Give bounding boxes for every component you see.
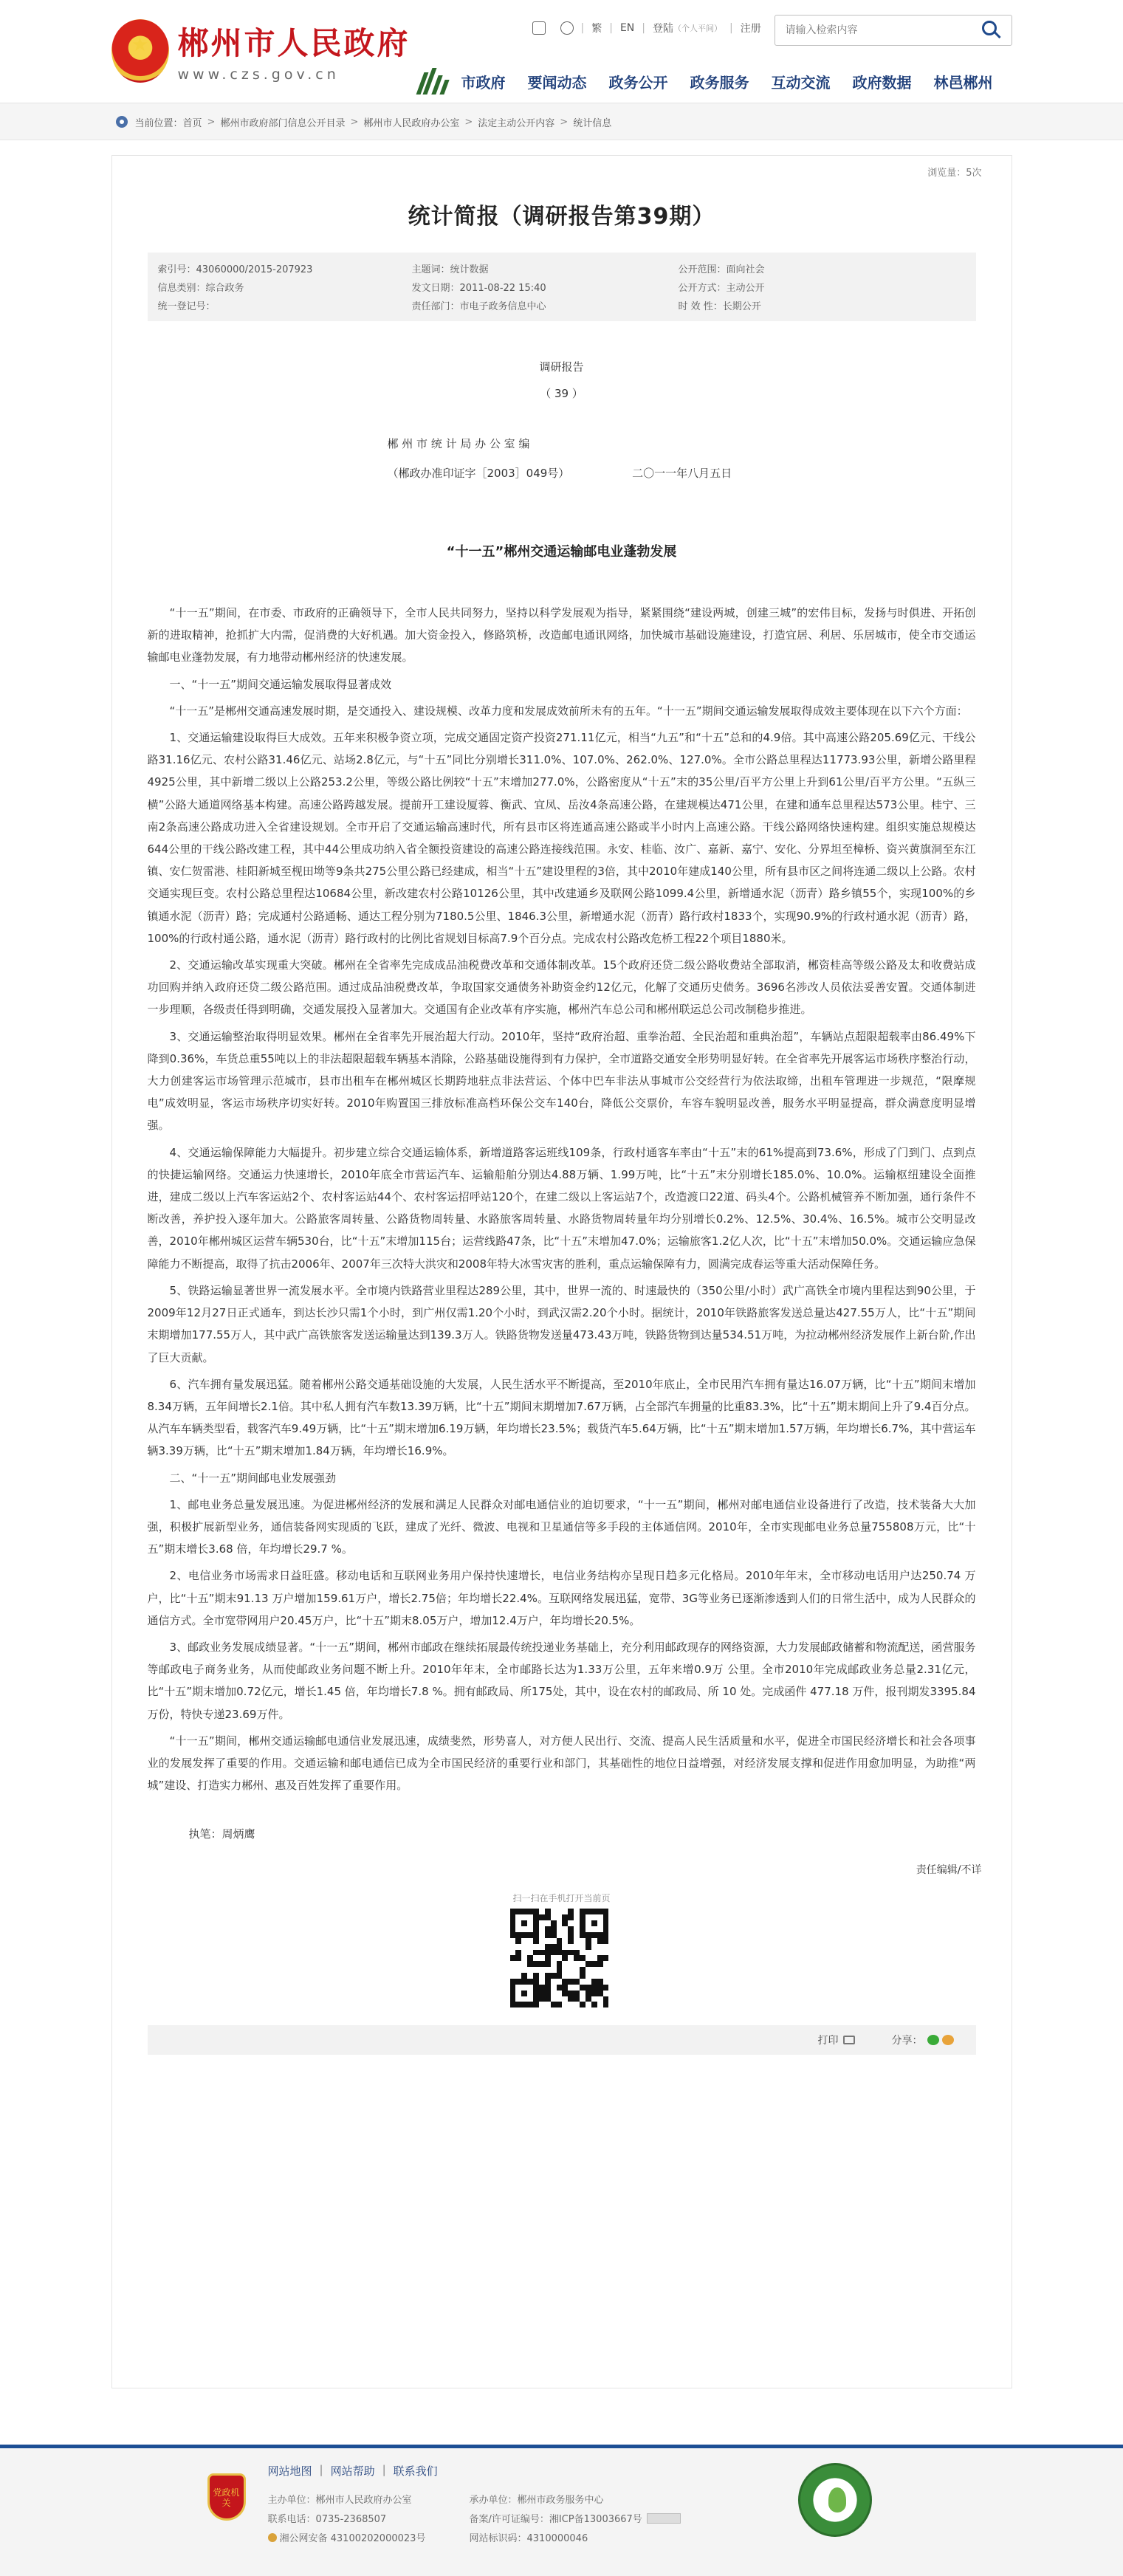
host-unit: 主办单位：郴州市人民政府办公室 — [267, 2495, 412, 2506]
police-record[interactable]: 湘公网安备 43100202000023号 — [279, 2533, 426, 2544]
search-box — [775, 15, 1012, 46]
site-logo[interactable] — [111, 19, 411, 83]
accessibility-icon[interactable] — [532, 21, 546, 35]
share-group — [892, 2033, 954, 2047]
printer-icon — [843, 2036, 855, 2044]
undertaker-unit: 承办单位：郴州市政务服务中心 — [469, 2495, 604, 2506]
breadcrumb-item[interactable]: 法定主动公开内容 — [478, 117, 555, 129]
breadcrumb-separator-icon: > — [350, 116, 359, 128]
breadcrumb-item[interactable]: 郴州市人民政府办公室 — [363, 117, 460, 129]
search-input[interactable] — [775, 24, 982, 36]
footer-links: 网站地图 | 网站帮助 | 联系我们 — [267, 2463, 438, 2478]
paragraph: “十一五”是郴州交通高速发展时期，是交通投入、建设规模、改革力度和发展成效前所未有的五年。“十一五”期间交通运输发展取得成效主要体现在以下六个方面： — [169, 704, 968, 718]
meta-validity: 时 效 性：长期公开 — [678, 301, 761, 312]
responsible-editor: 责任编辑/不详 — [916, 1864, 982, 1877]
site-url: www.czs.gov.cn — [177, 66, 340, 83]
traditional-chinese-link[interactable]: 繁 — [591, 23, 602, 35]
paragraph: “十一五”期间，郴州交通运输邮电通信业发展迅速，成绩斐然，形势喜人，对方便人民出行、交流、提高人民生活质量和水平，促进全市国民经济增长和社会各项事业的发展发挥了重要的作用。交通运输和邮电通信已成为全市国民经济的重要行业和部门，其基础性的地位日益增强，对经济发展支撑和促进作用愈加明显，为助推“两城”建设、打造实力郴州、惠及百姓发挥了重要作用。 — [147, 1734, 976, 1793]
breadcrumb-separator-icon: > — [560, 116, 569, 128]
issue-number: （ 39 ） — [540, 387, 583, 400]
site-footer — [0, 2445, 1123, 2576]
article-container — [111, 155, 1012, 2388]
section-title: “十一五”郴州交通运输邮电业蓬勃发展 — [446, 544, 677, 560]
print-permit: （郴政办准印证字［2003］049号） — [387, 467, 570, 480]
meta-mode: 公开方式：主动公开 — [678, 283, 765, 294]
section-heading: 一、“十一五”期间交通运输发展取得显著成效 — [169, 677, 392, 691]
breadcrumb — [111, 103, 1012, 140]
nav-item-linyi[interactable]: 林邑郴州 — [933, 73, 993, 92]
article-tools — [148, 2025, 976, 2055]
nav-item-open-affairs[interactable]: 政务公开 — [608, 73, 668, 92]
contact-phone: 联系电话：0735-2368507 — [267, 2514, 387, 2525]
meta-category: 信息类别：综合政务 — [157, 283, 244, 294]
location-icon — [116, 116, 128, 128]
breadcrumb-separator-icon: > — [464, 116, 473, 128]
footer-link-help[interactable]: 网站帮助 — [330, 2465, 375, 2478]
site-certification-badge-icon[interactable] — [798, 2463, 872, 2537]
icp-record[interactable]: 备案/许可证编号：湘ICP备13003667号 — [469, 2514, 642, 2525]
issuer-name: 郴 州 市 统 计 局 办 公 室 编 — [387, 437, 530, 450]
paragraph: 2、交通运输改革实现重大突破。郴州在全省率先完成成品油税费改革和交通体制改革。15个政府还贷二级公路收费站全部取消，郴资桂高等级公路及太和收费站成功回购并纳入政府还贷二级公路范围。通过成品油税费改革，争取国家交通债务补助资金约12亿元，化解了交通历史债务。3696名涉改人员依法妥善安置。交通体制进一步理顺，各级责任得到明确，交通发展投入显著加大。交通国有企业改革有序实施，郴州汽车总公司和郴州联运总公司改制稳步推进。 — [147, 958, 976, 1017]
gov-site-badge-icon[interactable] — [207, 2473, 246, 2521]
meta-date: 发文日期：2011-08-22 15:40 — [411, 283, 546, 294]
meta-scope: 公开范围：面向社会 — [678, 264, 765, 275]
paragraph: 4、交通运输保障能力大幅提升。初步建立综合交通运输体系，新增道路客运班线109条，行政村通客车率由“十五”末的61%提高到73.6%，形成了门到门、点到点的快捷运输网络。交通运力快速增长，2010年底全市营运汽车、运输船舶分别达4.88万辆、1.99万吨，比“十五”末分别增长185.0%、10.0%。运输枢纽建设全面推进，建成二级以上汽车客运站2个、农村客运站44个、农村客运招呼站120个，在建二级以上客运站7个，改造渡口22道、码头4个。公路机械管养不断加强，通行条件不断改善，养护投入逐年加大。公路旅客周转量、公路货物周转量、水路旅客周转量、水路货物周转量年均分别增长0.2%、12.5%、30.4%、16.5%。城市公交明显改善，2010年郴州城区运营车辆530台，比“十五”末增加115台；运营线路47条，比“十五”末增加47.0%；运输旅客1.2亿人次，比“十五”末增加50.0%。交通运输应急保障能力不断提高，取得了抗击2006年、2007年三次特大洪灾和2008年特大冰雪灾害的胜利，重点运输保障有力，圆满完成春运等重大活动保障任务。 — [147, 1145, 976, 1271]
register-link[interactable]: 注册 — [740, 23, 761, 35]
author: 执笔：周炳鹰 — [188, 1827, 255, 1841]
meta-reg-no: 统一登记号： — [157, 301, 216, 312]
paragraph: 1、邮电业务总量发展迅速。为促进郴州经济的发展和满足人民群众对邮电通信业的迫切要求，“十一五”期间，郴州对邮电通信业设备进行了改造，技术装备大大加强，积极扩展新型业务，通信装备网实现质的飞跃，建成了光纤、微波、电视和卫星通信等多手段的主体通信网。2010年，全市实现邮电业务总量755808万元，比“十五”期末增长3.68 倍，年均增长29.7 %。 — [147, 1497, 976, 1556]
english-link[interactable]: EN — [619, 22, 635, 34]
nav-item-data[interactable]: 政府数据 — [852, 73, 912, 92]
footer-link-contact[interactable]: 联系我们 — [393, 2465, 438, 2478]
meta-topic: 主题词：统计数据 — [411, 264, 489, 275]
wechat-share-icon[interactable] — [927, 2035, 939, 2045]
issuer-block — [388, 429, 982, 488]
qr-code-icon — [510, 1909, 609, 2007]
share-label: 分享： — [891, 2035, 923, 2047]
breadcrumb-item[interactable]: 郴州市政府部门信息公开目录 — [220, 117, 346, 129]
login-note: （个人平间） — [673, 24, 722, 33]
footer-info-right — [470, 2491, 681, 2549]
report-header — [142, 354, 982, 407]
footer-info-left — [268, 2491, 426, 2549]
breadcrumb-separator-icon: > — [207, 116, 216, 128]
login-link[interactable]: 登陆 — [652, 23, 673, 35]
top-links: | 繁 | EN | 登陆 （个人平间） | 注册 — [525, 21, 769, 35]
paragraph: 2、电信业务市场需求日益旺盛。移动电话和互联网业务用户保持快速增长，电信业务结构亦呈现日趋多元化格局。2010年年末，全市移动电话用户达250.74 万户，比“十五”期末91.13 万户增加159.61万户，增长2.75倍；年均增长22.4%。互联网络发展迅猛，宽带、3G等业务已逐渐渗透到人们的日常生活中，成为人民群众的通信方式。全市宽带网用户20.45万户，比“十五”期末8.05万户，增加12.4万户，年均增长20.5%。 — [147, 1569, 976, 1627]
search-icon[interactable] — [982, 21, 1001, 40]
weibo-share-icon[interactable] — [942, 2035, 954, 2045]
qr-block — [510, 1892, 614, 2007]
site-code: 网站标识码：4310000046 — [469, 2533, 588, 2544]
record-logo-icon — [647, 2513, 681, 2524]
print-button[interactable] — [818, 2033, 855, 2047]
nav-item-interaction[interactable]: 互动交流 — [771, 73, 831, 92]
gov-badge-text: 党政机关 — [213, 2487, 240, 2508]
paragraph: 1、交通运输建设取得巨大成效。五年来积极争资立项，完成交通固定资产投资271.11亿元，相当“九五”和“十五”总和的4.9倍。其中高速公路205.69亿元、干线公路31.16亿元、农村公路31.46亿元、站场2.8亿元，与“十五”同比分别增长311.0%、107.0%、262.0%、127.0%。全市公路总里程达11773.93公里，新增公路里程4925公里，其中新增二级以上公路253.2公里，等级公路比例较“十五”末增加277.0%，公路密度从“十五”末的35公里/百平方公里上升到61公里/百平方公里。“五纵三横”公路大通道网络基本构建。高速公路跨越发展。提前开工建设厦蓉、衡武、宜凤、岳汝4条高速公路，在建规模达471公里，在建和通车总里程达573公里。桂宁、三南2条高速公路成功进入全省建设规划。全市开启了交通运输高速时代，所有县市区将连通高速公路或半小时内上高速公路。干线公路网络快速构建。组织实施总规模达644公里的干线公路改建工程，其中44公里成功纳入省全额投资建设的高速公路连接线范围。永安、桂临、汝广、嘉新、嘉宁、安化、分界坦至樟桥、资兴黄旗洞至东江镇、安仁贺雷港、桂阳新城至枧田坳等9条共275公里公路已经建成，相当“十五”建设里程的3倍，其中2010年建成140公里，所有县市区之间将连通二级以上公路。农村交通实现巨变。农村公路总里程达10684公里，新改建农村公路10126公里，其中改建通乡及联网公路1099.4公里，新增通水泥（沥青）路乡镇55个，实现100%的乡镇通水泥（沥青）路；完成通村公路通畅、通达工程分别为7180.5公里、1846.3公里，新增通水泥（沥青）路行政村1833个，实现90.9%的行政村通水泥（沥青）路，100%的行政村通公路，通水泥（沥青）路行政村的比例比省规划目标高7.9个百分点。完成农村公路改危桥工程22个项目1880米。 — [147, 731, 976, 945]
paragraph: 3、邮政业务发展成绩显著。“十一五”期间，郴州市邮政在继续拓展最传统投递业务基础上，充分利用邮政现存的网络资源，大力发展邮政储蓄和物流配送，函营服务等邮政电子商务业务，从而使邮政业务问题不断上升。2010年年末，全市邮路长达为1.33万公里，五年来增0.9万 公里。全市2010年完成邮政业务总量2.31亿元，比“十五”期末增加0.72亿元，增长1.45 倍，年均增长7.8 %。拥有邮政局、所175处，其中，设在农村的邮政局、所 10 处。完成函件 477.18 万件，报刊期发3395.84万份，特快专递23.69万件。 — [147, 1640, 976, 1721]
nav-item-news[interactable]: 要闻动态 — [527, 73, 587, 92]
meta-unit: 责任部门：市电子政务信息中心 — [411, 301, 546, 312]
article-body — [148, 602, 976, 1796]
nav-decoration-icon — [416, 68, 454, 95]
meta-index-no: 索引号：43060000/2015-207923 — [157, 264, 313, 275]
main-nav — [416, 68, 993, 95]
paragraph: “十一五”期间，在市委、市政府的正确领导下，全市人民共同努力，坚持以科学发展观为指导，紧紧围绕“建设两城，创建三城”的宏伟目标，发扬与时俱进、开拓创新的进取精神，抢抓扩大内需，促消费的大好机遇。加大资金投入，修路筑桥，改造邮电通讯网络，加快城市基础设施建设，打造宜居、利居、乐居城市，使全市交通运输邮电业蓬勃发展，有力地带动郴州经济的快速发展。 — [147, 606, 976, 664]
breadcrumb-item[interactable]: 统计信息 — [573, 117, 612, 129]
metadata-box — [148, 253, 976, 321]
paragraph: 5、铁路运输显著世界一流发展水平。全市境内铁路营业里程达289公里，其中，世界一流的、时速最快的（350公里/小时）武广高铁全市境内里程达到90公里，于2009年12月27日正式通车，到达长沙只需1个小时，到广州仅需1.20个小时，到武汉需2.20个小时。据统计，2010年铁路旅客发送总量达427.55万人，比“十五”期间末期增加177.55万人，其中武广高铁旅客发送运输量达到139.3万人。铁路货物发送量473.43万吨，铁路货物到达量534.51万吨，为拉动郴州经济发展作上新台阶,作出了巨大贡献。 — [147, 1283, 976, 1364]
nav-item-services[interactable]: 政务服务 — [690, 73, 749, 92]
elder-mode-icon[interactable] — [560, 21, 574, 35]
police-badge-icon — [268, 2533, 277, 2542]
national-emblem-icon: ★ — [111, 19, 169, 83]
view-count: 浏览量：5次 — [927, 168, 982, 179]
publish-date: 二〇一一年八月五日 — [632, 467, 732, 480]
nav-item-government[interactable]: 市政府 — [461, 73, 506, 92]
print-label: 打印 — [817, 2035, 839, 2047]
article-title: 统计简报（调研报告第39期） — [408, 204, 715, 230]
report-label: 调研报告 — [539, 360, 584, 374]
section-heading: 二、“十一五”期间邮电业发展强劲 — [169, 1471, 337, 1485]
qr-caption: 扫一扫在手机打开当前页 — [512, 1893, 611, 1904]
site-title: 郴州市人民政府 — [177, 25, 411, 61]
paragraph: 6、汽车拥有量发展迅猛。随着郴州公路交通基础设施的大发展，人民生活水平不断提高，至2010年底止，全市民用汽车拥有量达16.07万辆，比“十五”期间末增加8.34万辆，五年间增长2.1倍。其中私人拥有汽车数13.39万辆，比“十五”期间末期增加7.67万辆，占全部汽车拥量的比重83.3%，比“十五”期末期间上升了9.4百分点。从汽车车辆类型看，载客汽车9.49万辆，比“十五”期末增加6.19万辆，年均增长23.5%；载货汽车5.64万辆，比“十五”期末增加1.57万辆，年均增长6.7%，其中营运车辆3.39万辆，比“十五”期末增加1.84万辆，年均增长16.9%。 — [147, 1377, 976, 1458]
site-header — [0, 0, 1123, 103]
breadcrumb-label: 当前位置： — [134, 117, 183, 129]
footer-link-sitemap[interactable]: 网站地图 — [267, 2465, 312, 2478]
breadcrumb-bar — [0, 103, 1123, 140]
breadcrumb-item[interactable]: 首页 — [182, 117, 202, 129]
paragraph: 3、交通运输整治取得明显效果。郴州在全省率先开展治超大行动。2010年，坚持“政府治超、重拳治超、全民治超和重典治超”，车辆站点超限超载率由86.49%下降到0.36%，车货总重55吨以上的非法超限超载车辆基本消除，公路基础设施得到有力保护，全市道路交通安全形势明显好转。在全省率先开展客运市场秩序整治行动，大力创建客运市场管理示范城市，县市出租车在郴州城区长期跨地驻点非法营运、个体中巴车非法从事城市公交经营行为依法取缔，出租车管理进一步规范，“限摩规电”成效明显，客运市场秩序切实好转。2010年购置国三排放标准高档环保公交车140台，降低公交票价，车容车貌明显改善，服务水平明显提高，群众满意度明显增强。 — [147, 1029, 976, 1133]
